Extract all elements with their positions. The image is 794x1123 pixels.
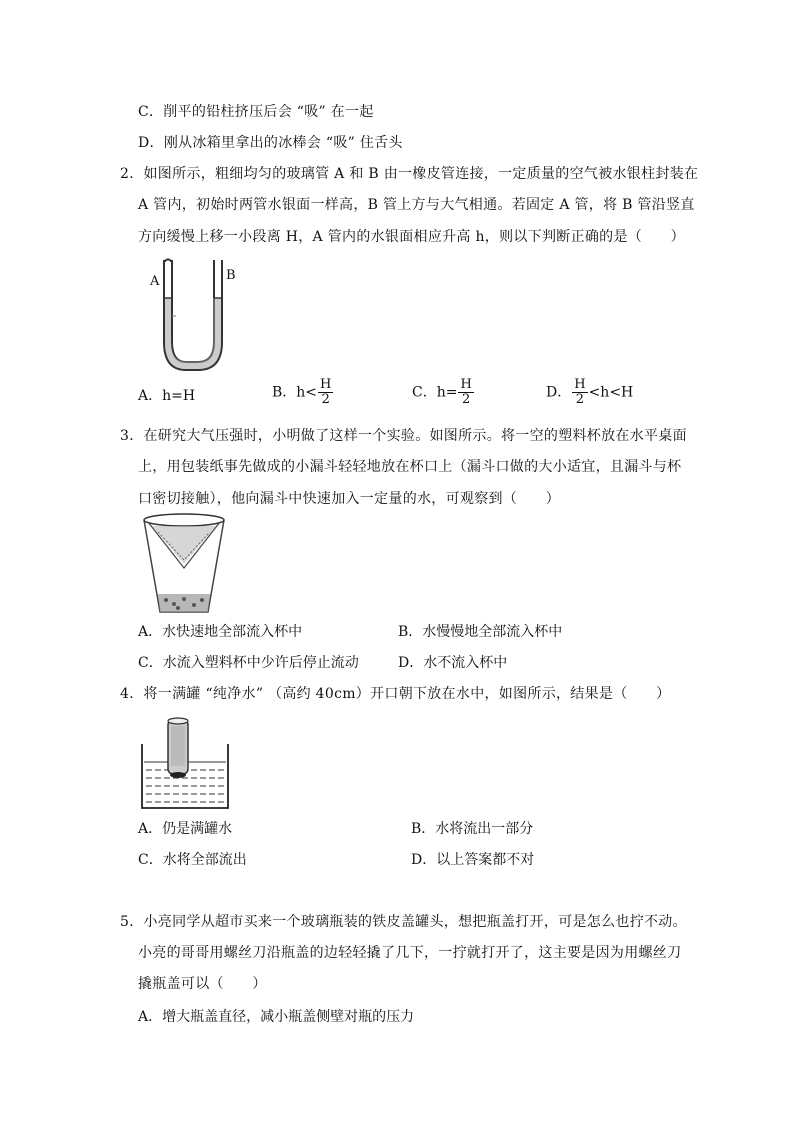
- q3-stem-line3: 口密切接触），他向漏斗中快速加入一定量的水，可观察到（ ）: [138, 491, 560, 507]
- fraction-numerator: H: [320, 377, 332, 392]
- q2-label-b: B: [226, 268, 236, 283]
- q4-option-a: A．仍是满罐水: [138, 821, 233, 837]
- q2-option-d-suffix: <h<H: [588, 384, 634, 401]
- q2-option-b-fraction: [318, 378, 333, 407]
- q4-option-d: D．以上答案都不对: [411, 852, 535, 868]
- q2-stem-line2: A 管内，初始时两管水银面一样高，B 管上方与大气相通。若固定 A 管，将 B 管沿竖直: [138, 197, 695, 213]
- q5-option-a: A．增大瓶盖直径，减小瓶盖侧壁对瓶的压力: [138, 1009, 415, 1025]
- q2-u-tube-figure: [142, 258, 242, 376]
- q2-label-a: A: [150, 274, 160, 289]
- q2-option-c-prefix: C．h=: [412, 384, 458, 401]
- q2-option-a: A．h=H: [138, 388, 196, 404]
- q5-stem-line1: 5．小亮同学从超市买来一个玻璃瓶装的铁皮盖罐头，想把瓶盖打开，可是怎么也拧不动。: [120, 914, 687, 930]
- fraction-denominator: 2: [575, 392, 585, 407]
- q4-option-b: B．水将流出一部分: [411, 821, 534, 837]
- q3-option-a: A．水快速地全部流入杯中: [138, 624, 303, 640]
- q3-cup-funnel-figure: [138, 512, 230, 616]
- q1-option-d: D．刚从冰箱里拿出的冰棒会 “吸” 住舌头: [138, 135, 403, 151]
- q4-stem-line1: 4．将一满罐 “纯净水” （高约 40cm）开口朝下放在水中，如图所示，结果是（ ）: [120, 686, 671, 702]
- q2-option-d: [546, 378, 633, 407]
- q4-bottle-in-water-figure: [138, 714, 232, 810]
- q2-option-b: [272, 378, 334, 407]
- q2-option-d-prefix: D．: [546, 384, 572, 401]
- fraction-denominator: 2: [321, 392, 330, 407]
- q3-stem-line2: 上，用包装纸事先做成的小漏斗轻轻地放在杯口上（漏斗口做的大小适宜，且漏斗与杯: [138, 459, 682, 475]
- q2-option-c: [412, 378, 475, 407]
- q3-stem-line1: 3．在研究大气压强时，小明做了这样一个实验。如图所示。将一空的塑料杯放在水平桌面: [120, 428, 687, 444]
- q2-option-b-prefix: B．h<: [272, 384, 318, 401]
- q5-stem-line3: 撬瓶盖可以（ ）: [138, 976, 267, 992]
- q3-option-b: B．水慢慢地全部流入杯中: [398, 624, 563, 640]
- q2-option-c-fraction: [458, 378, 473, 407]
- q1-option-c: C．削平的铅柱挤压后会 “吸” 在一起: [138, 104, 374, 120]
- fraction-numerator: H: [460, 377, 472, 392]
- fraction-denominator: 2: [462, 392, 471, 407]
- fraction-numerator: H: [574, 377, 586, 392]
- q3-option-d: D．水不流入杯中: [398, 655, 508, 671]
- q2-stem-line3: 方向缓慢上移一小段离 H，A 管内的水银面相应升高 h，则以下判断正确的是（ ）: [138, 229, 685, 245]
- q2-stem-line1: 2．如图所示，粗细均匀的玻璃管 A 和 B 由一橡皮管连接，一定质量的空气被水银柱封装在: [120, 166, 699, 182]
- q5-stem-line2: 小亮的哥哥用螺丝刀沿瓶盖的边轻轻撬了几下，一拧就打开了，这主要是因为用螺丝刀: [138, 945, 682, 961]
- q4-option-c: C．水将全部流出: [138, 852, 247, 868]
- q3-option-c: C．水流入塑料杯中少许后停止流动: [138, 655, 359, 671]
- q2-option-d-fraction: [572, 378, 587, 407]
